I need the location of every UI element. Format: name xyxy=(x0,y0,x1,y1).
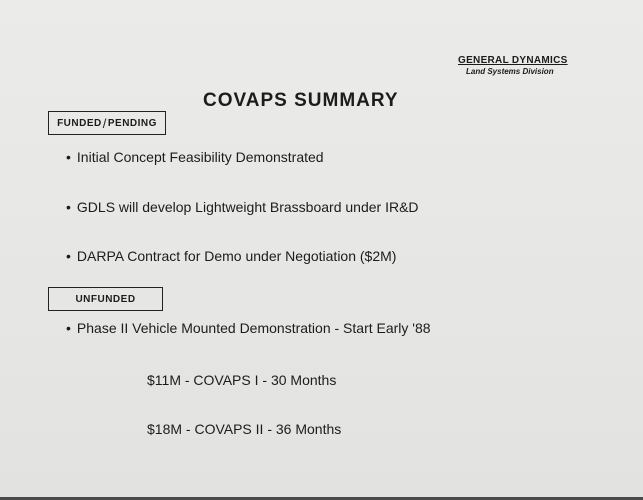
bullet-icon: • xyxy=(66,149,71,165)
bullet-icon: • xyxy=(66,320,71,336)
bullet-icon: • xyxy=(66,199,71,215)
company-division: Land Systems Division xyxy=(466,67,554,76)
bullet-icon: • xyxy=(66,248,71,264)
pending-label: PENDING xyxy=(107,117,157,129)
funded-pending-box xyxy=(48,111,166,135)
unfunded-label: UNFUNDED xyxy=(75,293,136,305)
list-item-text: Phase II Vehicle Mounted Demonstration - Start Early '88 xyxy=(76,320,431,336)
slash-divider: / xyxy=(102,115,107,131)
funded-label: FUNDED xyxy=(57,117,102,129)
list-item-text: Initial Concept Feasibility Demonstrated xyxy=(76,149,324,165)
list-item xyxy=(66,248,396,264)
company-header xyxy=(458,55,573,76)
list-item xyxy=(66,320,431,336)
list-item xyxy=(66,149,324,165)
list-item-text: GDLS will develop Lightweight Brassboard under IR&D xyxy=(76,199,419,215)
list-item-text: DARPA Contract for Demo under Negotiation ($2M) xyxy=(76,248,397,264)
cost-line: $18M - COVAPS II - 36 Months xyxy=(147,421,342,437)
unfunded-box xyxy=(48,287,163,311)
company-name: GENERAL DYNAMICS xyxy=(458,55,568,66)
list-item xyxy=(66,199,419,215)
cost-line: $11M - COVAPS I - 30 Months xyxy=(147,372,337,388)
page-title: COVAPS SUMMARY xyxy=(203,90,399,111)
